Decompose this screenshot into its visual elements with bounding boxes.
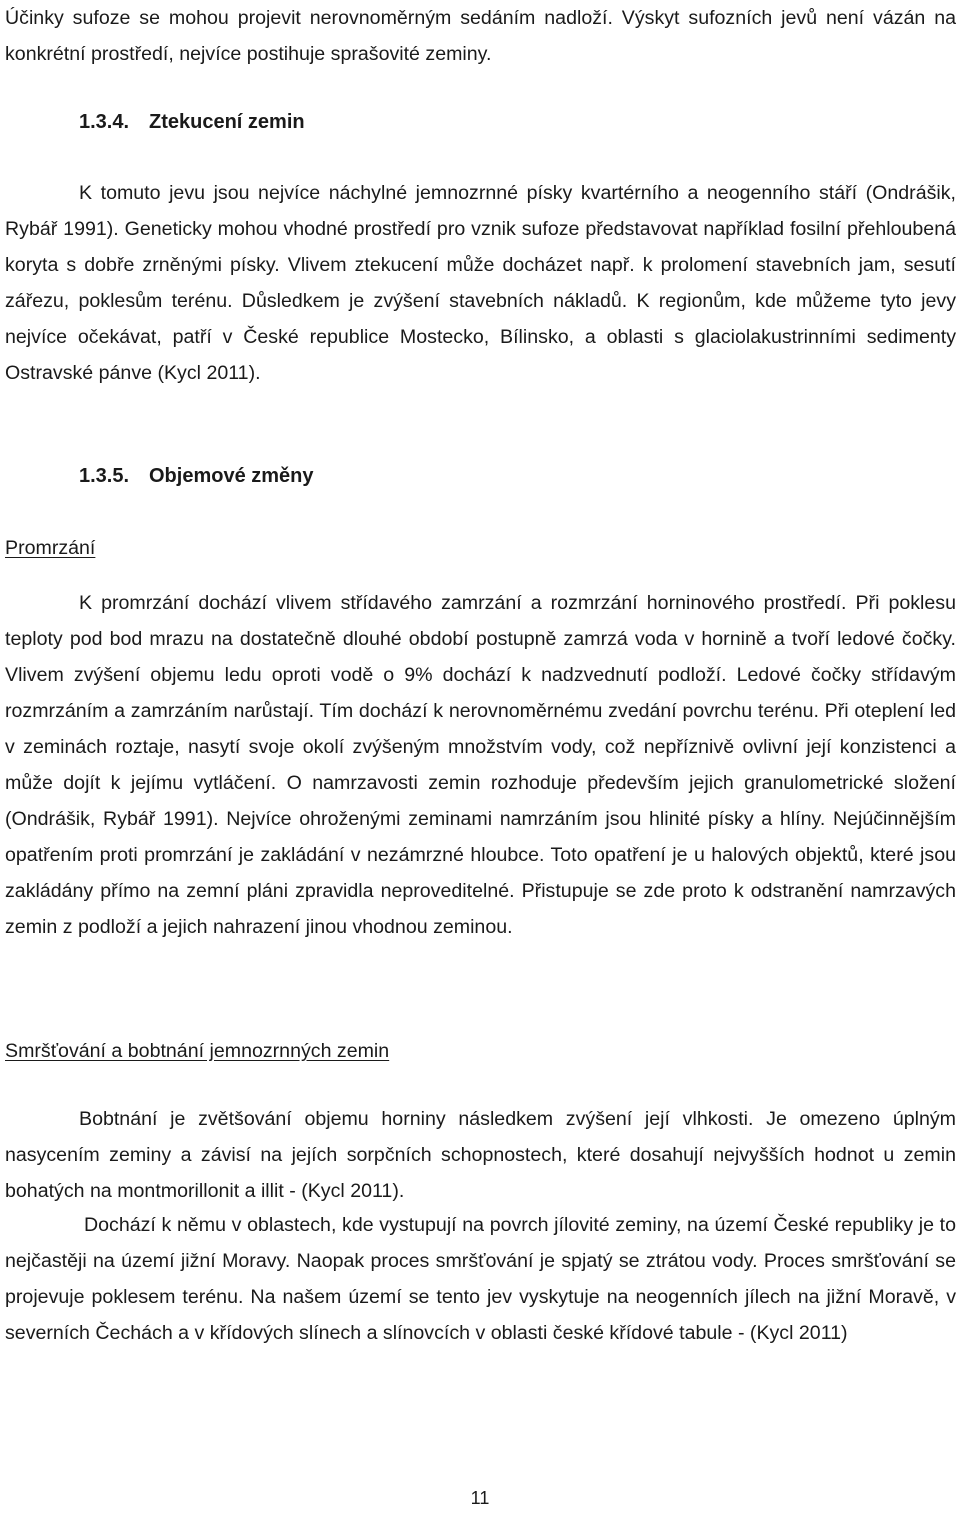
paragraph-freezing: K promrzání dochází vlivem střídavého zamrzání a rozmrzání horninového prostředí. Při poklesu teploty pod bod mrazu na dostatečně dlouhé období postupně zamrzá voda v hornině a tvoří ledové čočky. Vlivem zvýšení objemu ledu oproti vodě o 9% dochází k nadzvednutí podloží. Ledové čočky střídavým rozmrzáním a zamrzáním narůstají. Tím dochází k nerovnoměrnému zvedání povrchu terénu. Při oteplení led v zeminách roztaje, nasytí svoje okolí zvýšeným množstvím vody, což nepříznivě ovlivní její konzistenci a může dojít k jejímu vytláčení. O namrzavosti zemin rozhoduje především jejich granulometrické složení (Ondrášik, Rybář 1991). Nejvíce ohroženými zeminami namrzáním jsou hlinité písky a hlíny. Nejúčinnějším opatřením proti promrzání je zakládání v nezámrzné hloubce. Toto opatření je u halových objektů, které jsou zakládány přímo na zemní pláni zpravidla neproveditelné. Přistupuje se zde proto k odstranění namrzavých zemin z podloží a jejich nahrazení jinou vhodnou zeminou. [5, 592, 956, 938]
heading-title: Ztekucení zemin [149, 111, 305, 133]
heading-number: 1.3.4. [79, 111, 130, 133]
subheading-freezing: Promrzání [5, 537, 96, 559]
page-number: 11 [470, 1488, 490, 1508]
paragraph-swelling: Bobtnání je zvětšování objemu horniny následkem zvýšení její vlhkosti. Je omezeno úplným nasycením zeminy a závisí na jejích sorpčních schopnostech, které dosahují nejvyšších hodnot u zemin bohatých na montmorillonit a illit - (Kycl 2011). [5, 1108, 956, 1202]
paragraph-occurrence: Dochází k němu v oblastech, kde vystupují na povrch jílovité zeminy, na území České republiky je to nejčastěji na území jižní Moravy. Naopak proces smršťování je spjatý se ztrátou vody. Proces smršťování se projevuje poklesem terénu. Na našem území se tento jev vyskytuje na neogenních jílech na jižní Moravě, v severních Čechách a v křídových slínech a slínovcích v oblasti české křídové tabule - (Kycl 2011) [5, 1214, 956, 1344]
paragraph-liquefaction: K tomuto jevu jsou nejvíce náchylné jemnozrnné písky kvartérního a neogenního stáří (Ondrášik, Rybář 1991). Geneticky mohou vhodné prostředí pro vznik sufoze představovat například fosilní přehloubená koryta s dobře zrněnými písky. Vlivem ztekucení může docházet např. k prolomení stavebních jam, sesutí zářezu, poklesům terénu. Důsledkem je zvýšení stavebních nákladů. K regionům, kde můžeme tyto jevy nejvíce očekávat, patří v České republice Mostecko, Bílinsko, a oblasti s glaciolakustrinními sedimenty Ostravské pánve (Kycl 2011). [5, 182, 956, 384]
paragraph-intro: Účinky sufoze se mohou projevit nerovnoměrným sedáním nadloží. Výskyt sufozních jevů není vázán na konkrétní prostředí, nejvíce postihuje sprašovité zeminy. [5, 7, 956, 65]
heading-1-3-5 [79, 458, 314, 494]
heading-number: 1.3.5. [79, 465, 130, 487]
subheading-shrink-swell: Smršťování a bobtnání jemnozrnných zemin [5, 1040, 390, 1062]
document-page [5, 0, 956, 1513]
heading-title: Objemové změny [149, 465, 314, 487]
heading-1-3-4 [79, 104, 305, 140]
